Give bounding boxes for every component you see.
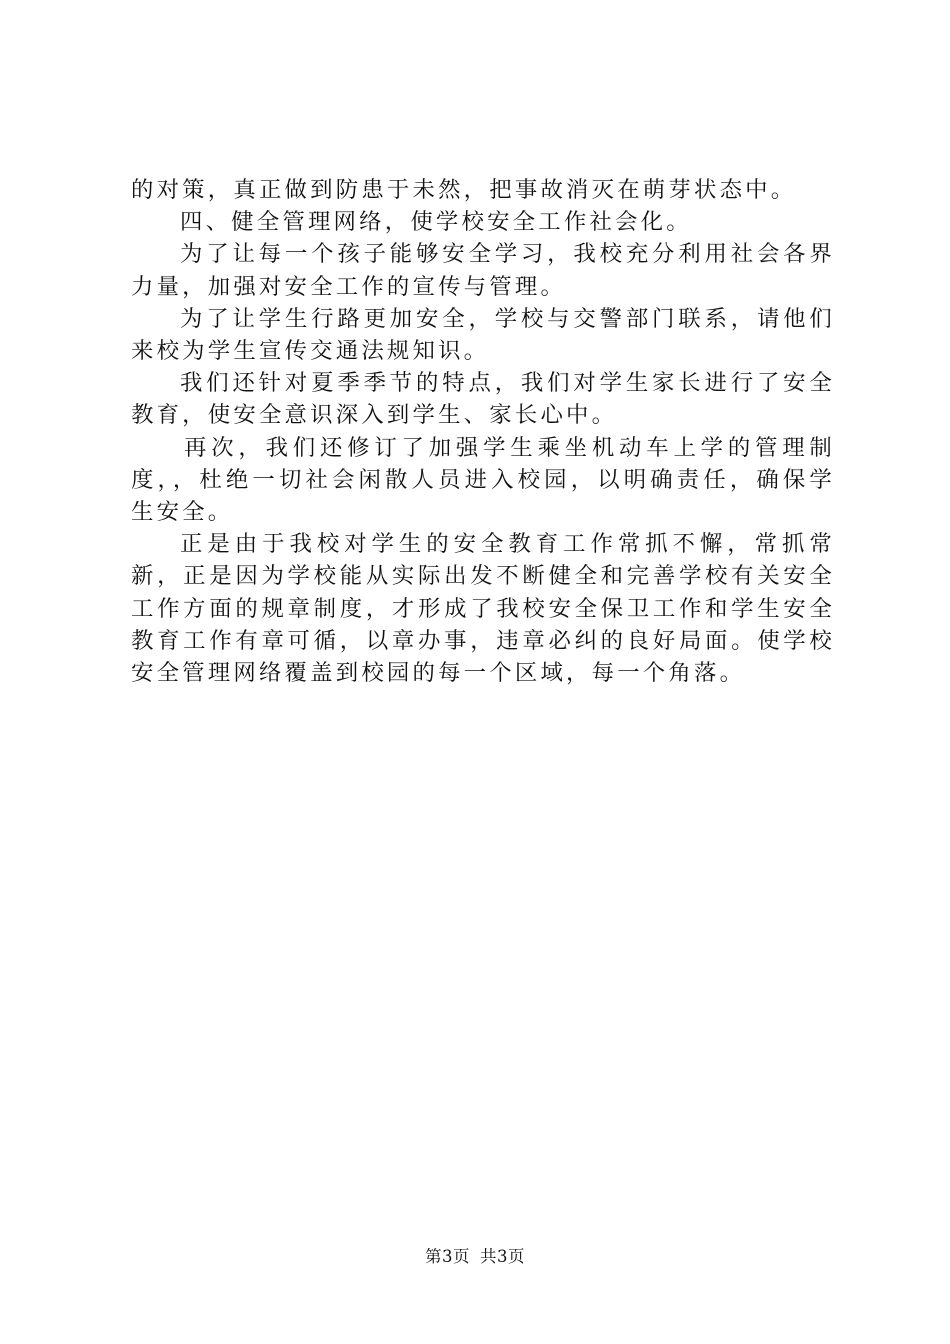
page-footer [0,1243,950,1267]
page-total: 共3页 [480,1247,525,1266]
paragraph-7: 正是由于我校对学生的安全教育工作常抓不懈，常抓常新，正是因为学校能从实际出发不断健全和完善学校有关安全工作方面的规章制度，才形成了我校安全保卫工作和学生安全教育工作有章可循，以章办事，违章必纠的良好局面。使学校安全管理网络覆盖到校园的每一个区域，每一个角落。 [131,531,835,687]
paragraph-1: 的对策，真正做到防患于未然，把事故消灭在萌芽状态中。 [131,177,797,203]
paragraph-4: 为了让学生行路更加安全，学校与交警部门联系，请他们来校为学生宣传交通法规知识。 [131,305,835,365]
paragraph-3: 为了让每一个孩子能够安全学习，我校充分利用社会各界力量，加强对安全工作的宣传与管理。 [131,241,835,300]
page-number: 第3页 [425,1247,470,1266]
paragraph-2-section-heading: 四、健全管理网络，使学校安全工作社会化。 [180,209,692,236]
document-body [131,174,835,689]
paragraph-6: 再次，我们还修订了加强学生乘坐机动车上学的管理制度，，杜绝一切社会闲散人员进入校园，以明确责任，确保学生安全。 [131,434,835,526]
paragraph-5: 我们还针对夏季季节的特点，我们对学生家长进行了安全教育，使安全意识深入到学生、家长心中。 [131,370,835,429]
